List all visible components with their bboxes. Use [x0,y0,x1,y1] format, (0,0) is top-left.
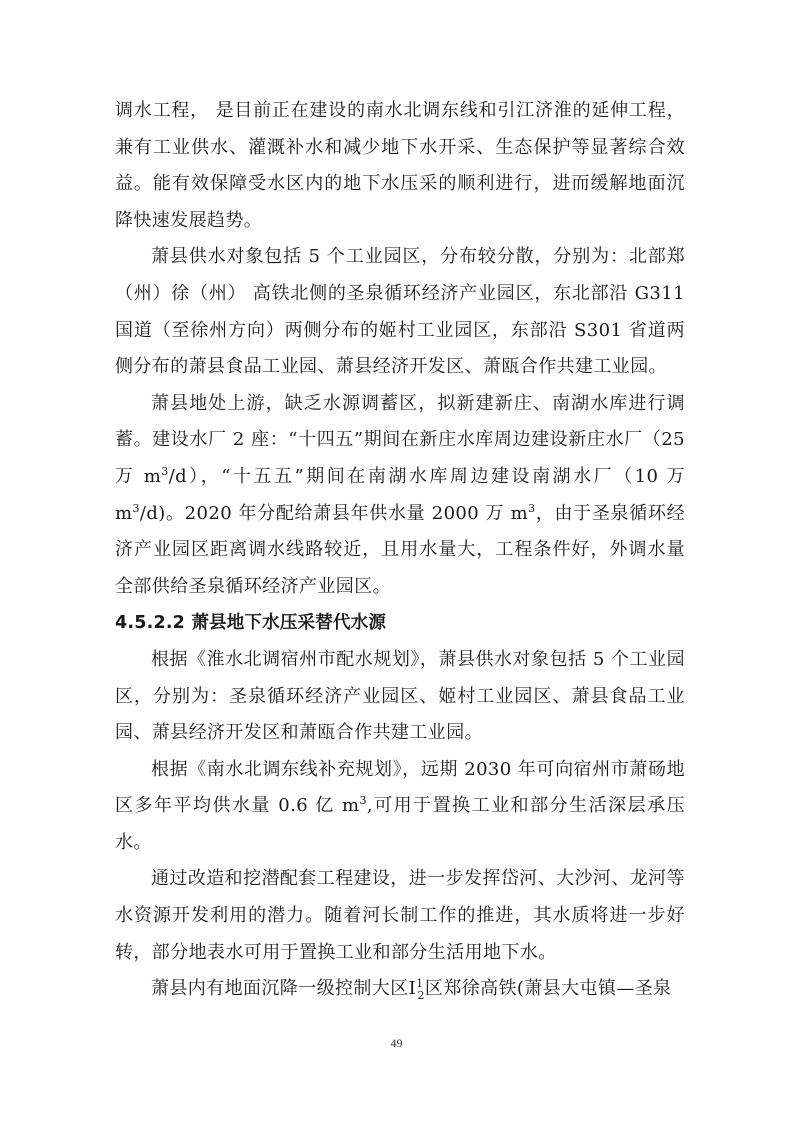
paragraph-text: ,可用于置换工业和部分生活深层承压水。 [115,795,685,853]
superscript: 3 [161,464,169,478]
paragraph-text: 萧县内有地面沉降一级控制大区I [151,978,417,1000]
superscript: 1 [416,977,424,991]
paragraph-text: ，由于圣泉循环经济产业园区距离调水线路较近，且用水量大，工程条件好，外调水量全部供给圣泉循环经济产业园区。 [115,502,685,597]
paragraph-water-transfer-project [115,93,685,239]
superscript: 3 [132,501,140,515]
paragraph-text: /d)。2020 年分配给萧县年供水量 2000 万 m [139,502,529,524]
paragraph-text: 萧县供水对象包括 5 个工业园区，分布较分散，分别为：北部郑（州）徐（州） 高铁北侧的圣泉循环经济产业园区，东北部沿 G311 国道（至徐州方向）两侧分布的姬村工业园区，东部沿 S301 省道两侧分布的萧县食品工业园、萧县经济开发区、萧瓯合作共建工业园。 [115,246,685,378]
paragraph-supply-targets [115,239,685,385]
paragraph-text: 根据《南水北调东线补充规划》，远期 2030 年可向宿州市萧砀地区多年平均供水量 0.6 亿 m [115,758,685,817]
page-body [115,93,685,1008]
paragraph-text: 萧县地处上游，缺乏水源调蓄区，拟新建新庄、南湖水库进行调蓄。建设水厂 2 座：“十四五”期间在新庄水库周边建设新庄水厂（25 万 m [115,392,685,487]
superscript: 3 [528,501,536,515]
subscript: 2 [417,988,425,1002]
paragraph-subsidence-zone [115,971,685,1008]
paragraph-allocation-plan [115,642,685,752]
section-heading: 4.5.2.2 萧县地下水压采替代水源 [115,613,387,634]
page-number: 49 [390,1036,403,1050]
paragraph-text: 通过改造和挖潜配套工程建设，进一步发挥岱河、大沙河、龙河等水资源开发利用的潜力。随着河长制工作的推进，其水质将进一步好转，部分地表水可用于置换工业和部分生活用地下水。 [115,868,685,963]
paragraph-text: 根据《淮水北调宿州市配水规划》，萧县供水对象包括 5 个工业园区，分别为：圣泉循环经济产业园区、姬村工业园区、萧县食品工业园、萧县经济开发区和萧瓯合作共建工业园。 [115,648,685,744]
paragraph-east-route-plan [115,752,685,862]
paragraph-reservoirs-and-plants [115,386,685,606]
paragraph-text: 区郑徐高铁(萧县大屯镇—圣泉 [424,978,672,1000]
paragraph-text: 调水工程， 是目前正在建设的南水北调东线和引江济淮的延伸工程，兼有工业供水、灌溉补水和减少地下水开采、生态保护等显著综合效益。能有效保障受水区内的地下水压采的顺利进行，进而缓解地面沉降快速发展趋势。 [115,100,685,231]
paragraph-river-potential [115,861,685,971]
paragraph-text: /d），“十五五”期间在南湖水库周边建设南湖水厂（10 万 m [115,465,685,524]
superscript: 3 [359,794,367,808]
